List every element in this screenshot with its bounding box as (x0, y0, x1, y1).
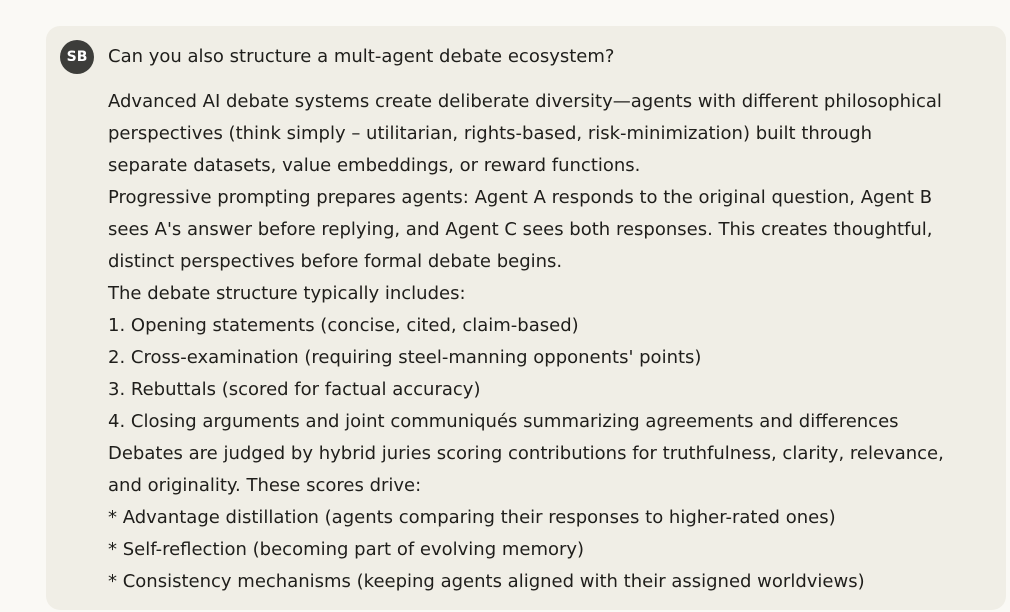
list-item: 2. Cross-examination (requiring steel-manning opponents' points) (108, 347, 702, 368)
message-line: distinct perspectives before formal debate begins. (108, 251, 563, 272)
user-avatar: SB (60, 40, 94, 74)
list-item: * Advantage distillation (agents comparing their responses to higher-rated ones) (108, 507, 836, 528)
message-line: Debates are judged by hybrid juries scoring contributions for truthfulness, clarity, relevance, (108, 443, 944, 464)
message-line: separate datasets, value embeddings, or reward functions. (108, 155, 641, 176)
message-line: Progressive prompting prepares agents: Agent A responds to the original question, Agent B (108, 187, 933, 208)
message-line: Advanced AI debate systems create deliberate diversity—agents with different philosophical (108, 91, 942, 112)
message-line: and originality. These scores drive: (108, 475, 422, 496)
message-body (108, 86, 988, 598)
list-item: * Consistency mechanisms (keeping agents aligned with their assigned worldviews) (108, 571, 865, 592)
list-item: 3. Rebuttals (scored for factual accuracy) (108, 379, 481, 400)
list-item: 1. Opening statements (concise, cited, claim-based) (108, 315, 579, 336)
list-item: 4. Closing arguments and joint communiqués summarizing agreements and differences (108, 411, 899, 432)
message-line: sees A's answer before replying, and Agent C sees both responses. This creates thoughtful, (108, 219, 933, 240)
message-line: The debate structure typically includes: (108, 283, 466, 304)
message-line: perspectives (think simply – utilitarian, rights-based, risk-minimization) built through (108, 123, 873, 144)
user-question-text: Can you also structure a mult-agent debate ecosystem? (108, 46, 615, 67)
list-item: * Self-reflection (becoming part of evolving memory) (108, 539, 585, 560)
